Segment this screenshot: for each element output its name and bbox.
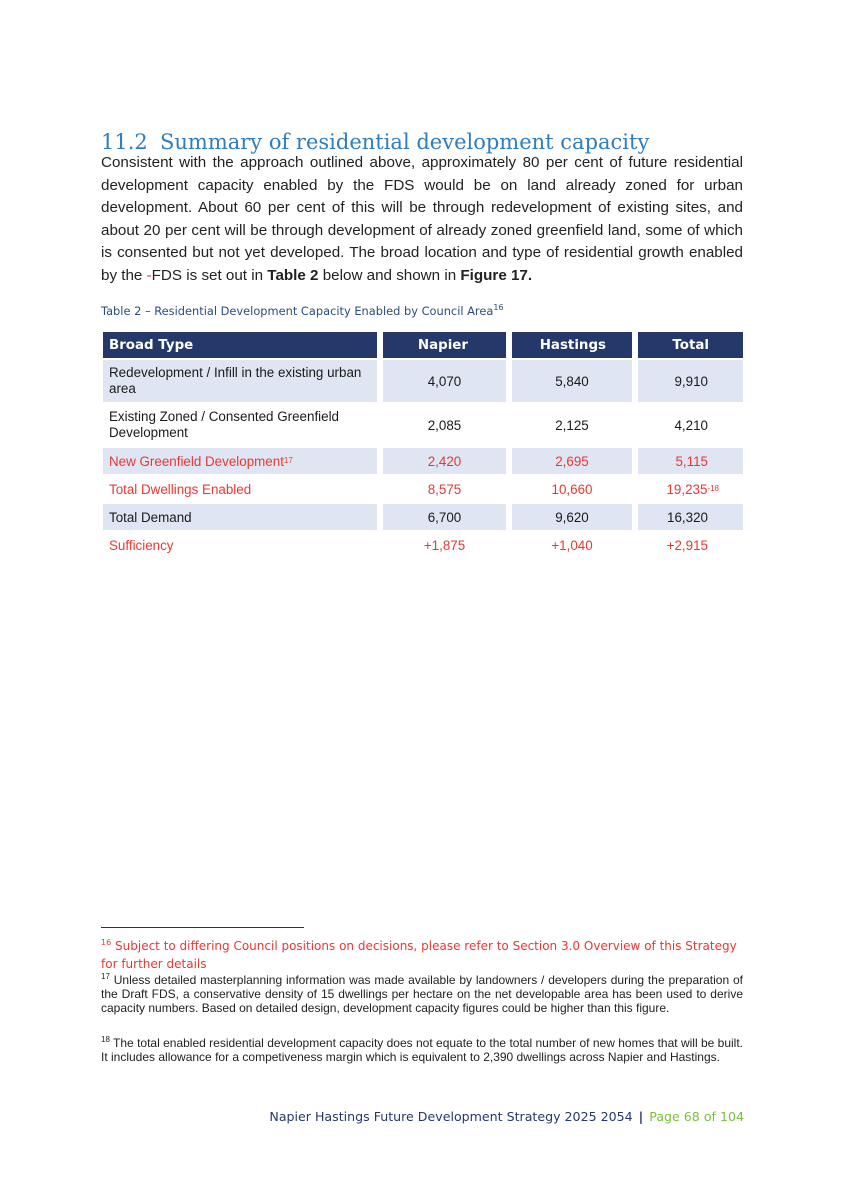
header-broad-type: Broad Type (103, 332, 377, 358)
row-hastings: 10,660 (551, 481, 593, 497)
footnote-17 (101, 973, 743, 1015)
table-row (103, 530, 743, 558)
capacity-table (103, 330, 743, 558)
row-type-text: New Greenfield Development (109, 453, 284, 469)
row-hastings: +1,040 (551, 537, 593, 553)
footer-doc-title: Napier Hastings Future Development Strategy 2025 2054 (269, 1109, 633, 1124)
row-napier: +1,875 (423, 537, 466, 553)
footnote-divider (101, 927, 304, 928)
table-row (103, 402, 743, 446)
row-hastings: 5,840 (512, 360, 632, 402)
footnote-text: Subject to differing Council positions on decisions, please refer to Section 3.0 Overview of this Strategy for further details (101, 939, 737, 971)
row-hastings: 2,695 (512, 448, 632, 474)
table-caption (101, 304, 761, 318)
section-number: 11.2 (101, 130, 148, 155)
row-total: 9,910 (638, 360, 743, 402)
row-total-text: 19,235 (666, 481, 708, 497)
body-paragraph (101, 152, 743, 287)
paragraph-text: below and shown in (318, 266, 461, 284)
row-total: 16,320 (638, 504, 743, 530)
row-type: Existing Zoned / Consented Greenfield Development (109, 409, 340, 440)
footnote-text: Unless detailed masterplanning information was made available by landowners / developers during the preparation of the Draft FDS, a conservative density of 15 dwellings per hectare on the net developable area has been used to derive capacity numbers. Based on detailed design, development capacity figures could be higher than this figure. (101, 973, 743, 1015)
footnote-number: 17 (101, 972, 110, 981)
footnote-16 (101, 937, 743, 973)
footer-separator: | (638, 1109, 644, 1124)
table-reference: Table 2 (267, 266, 319, 284)
table-header-row (103, 330, 743, 358)
table-row (103, 358, 743, 402)
row-type: Total Demand (103, 504, 377, 530)
row-napier: 8,575 (427, 481, 462, 497)
row-napier: 2,420 (383, 448, 506, 474)
row-type: Sufficiency (109, 537, 174, 553)
row-napier: 4,070 (383, 360, 506, 402)
table-row (103, 502, 743, 530)
footnote-number: 18 (101, 1035, 110, 1044)
section-heading (101, 130, 761, 154)
row-total: 5,115 (638, 448, 743, 474)
header-total: Total (638, 332, 743, 358)
row-napier: 2,085 (427, 417, 462, 433)
section-title: Summary of residential development capacity (160, 130, 650, 155)
figure-reference: Figure 17. (460, 266, 533, 284)
paragraph-text: FDS is set out in (151, 266, 268, 284)
header-napier: Napier (383, 332, 506, 358)
row-total: 4,210 (674, 417, 708, 433)
row-type: Redevelopment / Infill in the existing urban area (103, 360, 377, 402)
row-total: +2,915 (666, 537, 708, 553)
table-caption-text: Table 2 – Residential Development Capacity Enabled by Council Area (101, 304, 494, 318)
footnote-ref: 16 (493, 303, 504, 313)
tracked-change-mark: - (146, 266, 152, 284)
row-type: New Greenfield Development 17 (103, 448, 377, 474)
page-footer (269, 1109, 744, 1124)
paragraph-text: Consistent with the approach outlined above, approximately 80 per cent of future residential development capacity enabled by the FDS would be on land already zoned for urban development. About 60 per cent of this will be through redevelopment of existing sites, and about 20 per cent will be through development of already zoned greenfield land, some of which is consented but not yet developed. The broad location and type of residential growth enabled by the (101, 154, 743, 284)
footer-page-number: Page 68 of 104 (649, 1109, 744, 1124)
row-napier: 6,700 (383, 504, 506, 530)
table-row (103, 446, 743, 474)
row-hastings: 9,620 (512, 504, 632, 530)
row-total: 19,235 -18 (666, 481, 719, 497)
row-type: Total Dwellings Enabled (109, 481, 252, 497)
footnote-18 (101, 1036, 743, 1064)
row-hastings: 2,125 (555, 417, 589, 433)
footnote-text: The total enabled residential development capacity does not equate to the total number of new homes that will be built. It includes allowance for a competiveness margin which is equivalent to 2,390 dwellings across Napier and Hastings. (101, 1036, 743, 1064)
footnote-number: 16 (101, 938, 112, 947)
header-hastings: Hastings (512, 332, 632, 358)
table-row (103, 474, 743, 502)
